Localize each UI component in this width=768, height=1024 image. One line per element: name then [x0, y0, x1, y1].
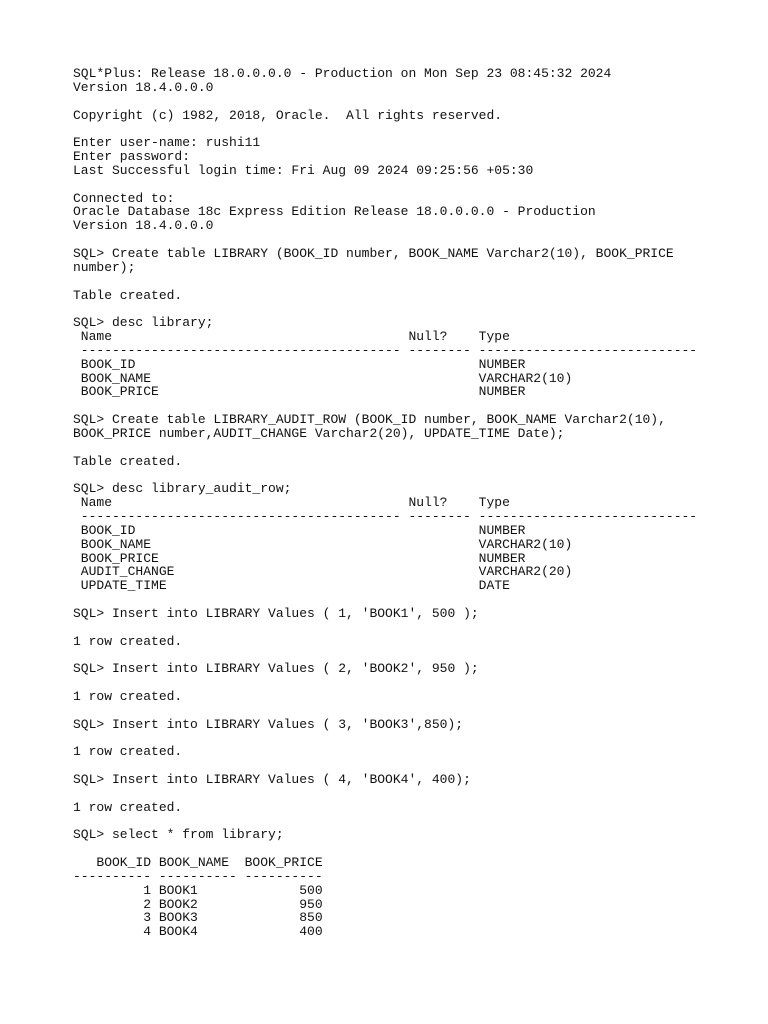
transcript-line: ----------------------------------------- -------- ----------------------------: [73, 509, 698, 524]
transcript-line: Copyright (c) 1982, 2018, Oracle. All rights reserved.: [73, 107, 503, 123]
transcript-line: BOOK_PRICE NUMBER: [73, 384, 526, 400]
transcript-line: BOOK_NAME VARCHAR2(10): [73, 536, 573, 552]
transcript-line: SQL> select * from library;: [73, 827, 284, 843]
transcript-line: UPDATE_TIME DATE: [73, 578, 510, 594]
transcript-line: BOOK_NAME VARCHAR2(10): [73, 370, 573, 386]
transcript-line: [73, 676, 697, 690]
transcript-line: [73, 593, 697, 607]
transcript-line: [73, 815, 697, 829]
transcript-line: [73, 842, 697, 856]
transcript-line: BOOK_PRICE NUMBER: [73, 550, 526, 566]
transcript-line: SQL> Create table LIBRARY_AUDIT_ROW (BOOK_ID number, BOOK_NAME Varchar2(10),: [73, 412, 666, 428]
transcript-line: [73, 704, 697, 718]
transcript-line: [73, 648, 697, 662]
transcript-line: number);: [73, 259, 136, 275]
transcript-line: [73, 787, 697, 801]
transcript-line: [73, 178, 697, 192]
transcript-line: 1 row created.: [73, 688, 183, 704]
transcript-line: Oracle Database 18c Express Edition Release 18.0.0.0.0 - Production: [73, 204, 596, 220]
transcript-line: SQL> desc library_audit_row;: [73, 481, 292, 497]
transcript-line: SQL> Insert into LIBRARY Values ( 1, 'BOOK1', 500 );: [73, 605, 479, 621]
transcript-line: BOOK_ID BOOK_NAME BOOK_PRICE: [73, 855, 323, 871]
transcript-line: Table created.: [73, 453, 183, 469]
transcript-line: Name Null? Type: [73, 495, 510, 511]
transcript-line: Version 18.4.0.0.0: [73, 218, 214, 234]
transcript-line: SQL> Insert into LIBRARY Values ( 3, 'BOOK3',850);: [73, 716, 464, 732]
transcript-line: ----------------------------------------- -------- ----------------------------: [73, 342, 698, 358]
transcript-line: Last Successful login time: Fri Aug 09 2024 09:25:56 +05:30: [73, 162, 534, 178]
transcript-line: Table created.: [73, 287, 183, 303]
transcript-line: AUDIT_CHANGE VARCHAR2(20): [73, 564, 573, 580]
transcript-line: 2 BOOK2 950: [73, 896, 323, 912]
transcript-line: ---------- ---------- ----------: [73, 868, 323, 884]
transcript-line: SQL> desc library;: [73, 315, 214, 331]
transcript-line: Enter user-name: rushi11: [73, 135, 261, 151]
transcript-line: BOOK_ID NUMBER: [73, 356, 526, 372]
transcript-line: 1 row created.: [73, 744, 183, 760]
transcript-line: [73, 302, 697, 316]
transcript-line: 1 row created.: [73, 799, 183, 815]
transcript-line: 3 BOOK3 850: [73, 910, 323, 926]
transcript-line: [73, 122, 697, 136]
transcript-line: 4 BOOK4 400: [73, 924, 323, 940]
transcript-line: SQL*Plus: Release 18.0.0.0.0 - Production on Mon Sep 23 08:45:32 2024: [73, 66, 612, 81]
sql-transcript: [73, 67, 697, 939]
transcript-line: Version 18.4.0.0.0: [73, 79, 214, 95]
transcript-line: [73, 759, 697, 773]
transcript-line: BOOK_PRICE number,AUDIT_CHANGE Varchar2(20), UPDATE_TIME Date);: [73, 425, 565, 441]
transcript-line: SQL> Create table LIBRARY (BOOK_ID number, BOOK_NAME Varchar2(10), BOOK_PRICE: [73, 245, 674, 261]
transcript-line: 1 BOOK1 500: [73, 882, 323, 898]
transcript-line: [73, 621, 697, 635]
transcript-line: Connected to:: [73, 190, 175, 206]
transcript-line: Enter password:: [73, 149, 191, 165]
transcript-line: SQL> Insert into LIBRARY Values ( 4, 'BOOK4', 400);: [73, 772, 471, 788]
transcript-line: SQL> Insert into LIBRARY Values ( 2, 'BOOK2', 950 );: [73, 661, 479, 677]
transcript-line: [73, 468, 697, 482]
transcript-line: [73, 441, 697, 455]
transcript-line: [73, 275, 697, 289]
transcript-line: [73, 95, 697, 109]
transcript-line: [73, 732, 697, 746]
transcript-line: 1 row created.: [73, 633, 183, 649]
transcript-line: Name Null? Type: [73, 329, 510, 345]
transcript-line: [73, 399, 697, 413]
transcript-line: [73, 233, 697, 247]
transcript-line: BOOK_ID NUMBER: [73, 522, 526, 538]
